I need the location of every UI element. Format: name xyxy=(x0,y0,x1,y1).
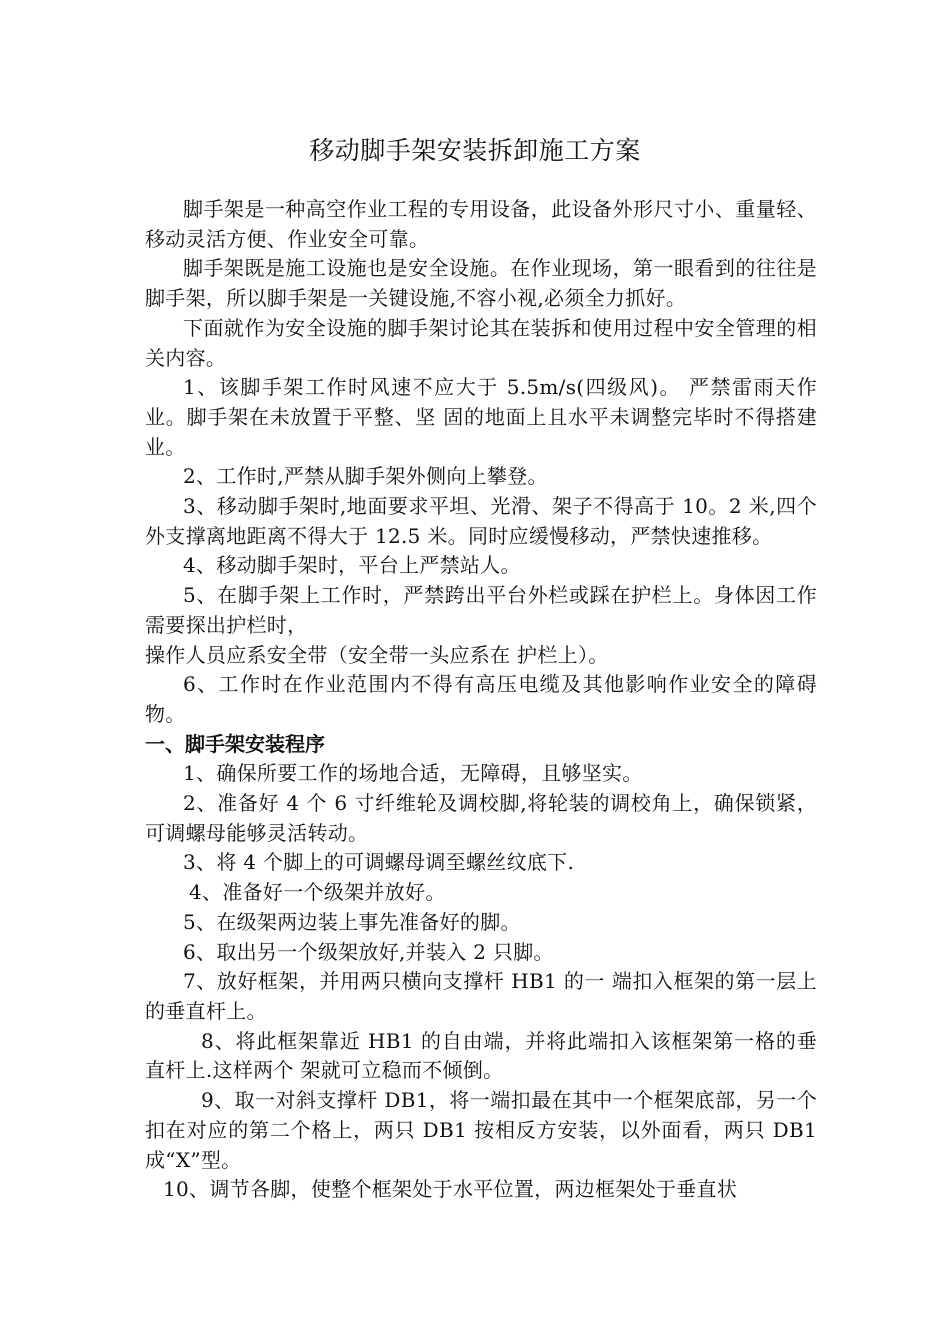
install-step-5: 5、在级架两边装上事先准备好的脚。 xyxy=(183,909,521,934)
intro-paragraph-2: 脚手架既是施工设施也是安全设施。在作业现场，第一眼看到的往往是脚手架，所以脚手架是一关键设施,不容小视,必须全力抓好。 xyxy=(145,256,817,311)
safety-rule-5: 5、在脚手架上工作时，严禁跨出平台外栏或踩在护栏上。身体因工作需要探出护栏时， xyxy=(145,583,817,637)
install-step-9: 9、取一对斜支撑杆 DB1，将一端扣最在其中一个框架底部，另一个扣在对应的第二个格上，两只 DB1 按相反方安装，以外面看，两只 DB1 成“X”型。 xyxy=(145,1088,817,1172)
safety-rule-1: 1、该脚手架工作时风速不应大于 5.5m/s(四级风)。 严禁雷雨天作业。脚手架在未放置于平整、坚 固的地面上且水平未调整完毕时不得搭建业。 xyxy=(145,375,817,459)
install-step-8: 8、将此框架靠近 HB1 的自由端，并将此端扣入该框架第一格的垂直杆上.这样两个 架就可立稳而不倾倒。 xyxy=(145,1028,817,1083)
safety-rule-4: 4、移动脚手架时，平台上严禁站人。 xyxy=(183,553,521,578)
install-step-10: 10、调节各脚，使整个框架处于水平位置，两边框架处于垂直状 xyxy=(163,1177,738,1202)
install-step-1: 1、确保所要工作的场地合适，无障碍，且够坚实。 xyxy=(183,761,643,786)
document-body xyxy=(145,195,817,1205)
section-heading: 一、脚手架安装程序 xyxy=(145,731,325,756)
safety-rule-2: 2、工作时,严禁从脚手架外侧向上攀登。 xyxy=(183,464,548,489)
intro-paragraph-1: 脚手架是一种高空作业工程的专用设备，此设备外形尺寸小、重量轻、移动灵活方便、作业安全可靠。 xyxy=(145,197,817,251)
install-step-2: 2、准备好 4 个 6 寸纤维轮及调校脚,将轮装的调校角上，确保锁紧，可调螺母能够灵活转动。 xyxy=(145,791,817,845)
install-step-6: 6、取出另一个级架放好,并装入 2 只脚。 xyxy=(183,939,554,964)
install-step-4: 4、准备好一个级架并放好。 xyxy=(189,880,446,905)
install-step-3: 3、将 4 个脚上的可调螺母调至螺丝纹底下. xyxy=(183,850,575,875)
install-step-7: 7、放好框架，并用两只横向支撑杆 HB1 的一 端扣入框架的第一层上的垂直杆上。 xyxy=(145,969,817,1023)
safety-rule-3: 3、移动脚手架时,地面要求平坦、光滑、架子不得高于 10。2 米,四个外支撑离地距离不得大于 12.5 米。同时应缓慢移动，严禁快速推移。 xyxy=(145,494,817,548)
safety-rule-5-continued: 操作人员应系安全带（安全带一头应系在 护栏上）。 xyxy=(145,642,609,667)
document-title: 移动脚手架安装拆卸施工方案 xyxy=(309,136,641,165)
safety-rule-6: 6、工作时在作业范围内不得有高压电缆及其他影响作业安全的障碍物。 xyxy=(145,672,817,726)
intro-paragraph-3: 下面就作为安全设施的脚手架讨论其在装拆和使用过程中安全管理的相关内容。 xyxy=(145,315,817,370)
